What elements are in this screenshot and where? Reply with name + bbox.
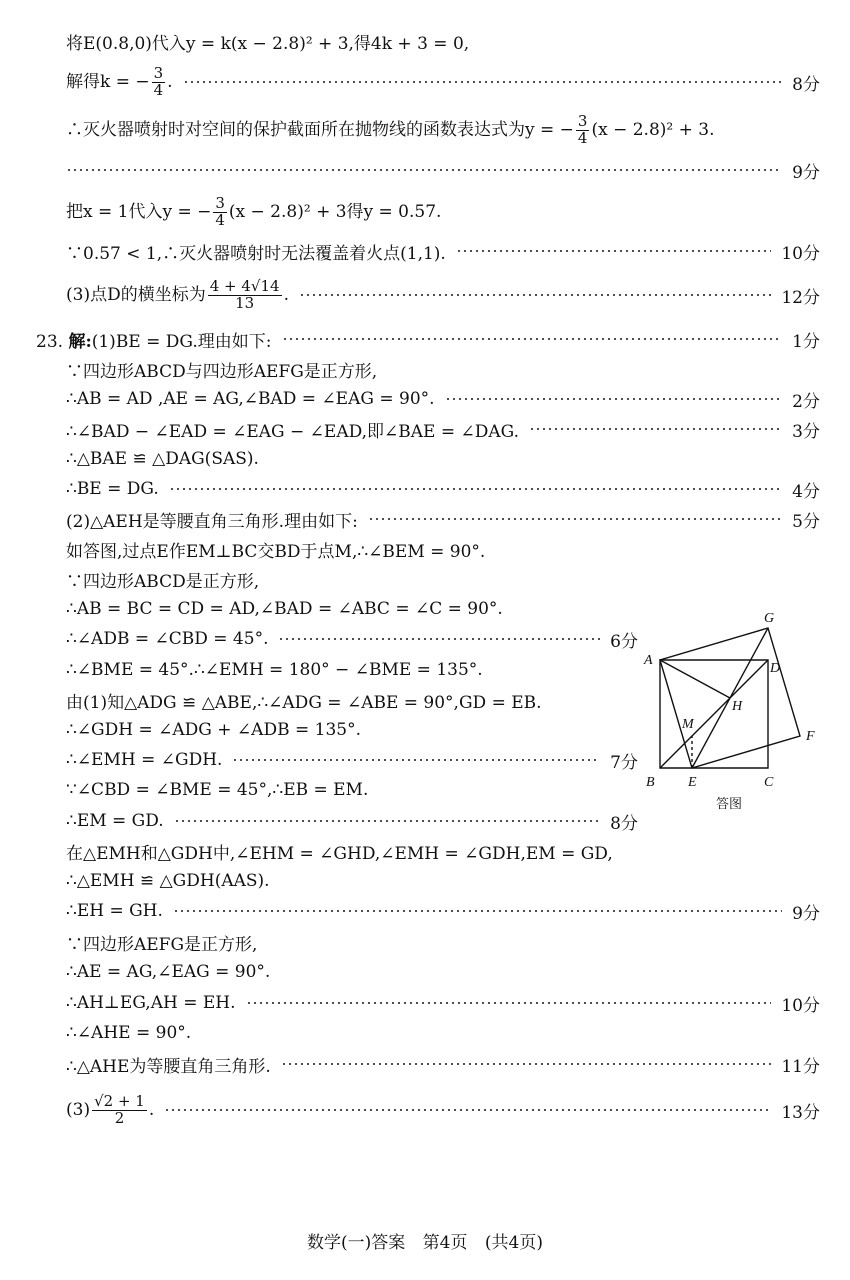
solution-line: ∴∠AHE = 90°. <box>66 1023 192 1043</box>
footer-total: (共4页) <box>484 1233 543 1253</box>
score-points: 12分 <box>781 287 820 308</box>
leader-dots <box>173 910 782 912</box>
solution-line: ∵四边形ABCD是正方形, <box>66 571 260 592</box>
solution-line <box>66 155 820 185</box>
page-footer <box>0 1228 850 1253</box>
score-points: 11分 <box>781 1056 820 1077</box>
solution-line: ∴EM = GD. 8分 <box>66 806 638 836</box>
solution-line: ∴灭火器喷射时对空间的保护截面所在抛物线的函数表达式为y = − $\frac{3}{4}$ (x − 2.8)² + 3. <box>66 111 715 147</box>
solution-line: ∴∠BAD − ∠EAD = ∠EAG − ∠EAD,即∠BAE = ∠DAG. 3分 <box>66 414 820 444</box>
solution-line: ∴EH = GH. 9分 <box>66 896 820 926</box>
label-h: H <box>732 699 743 714</box>
score-points: 6分 <box>610 631 638 652</box>
solution-line: ∴AE = AG,∠EAG = 90°. <box>66 962 271 982</box>
score-points: 3分 <box>792 421 820 442</box>
solution-line: ∴△BAE ≌ △DAG(SAS). <box>66 449 259 469</box>
leader-dots <box>456 250 772 252</box>
solution-line: ∴△AHE为等腰直角三角形. 11分 <box>66 1049 820 1079</box>
leader-dots <box>529 428 782 430</box>
score-points: 9分 <box>792 162 820 183</box>
solution-line: ∴△EMH ≌ △GDH(AAS). <box>66 871 270 891</box>
leader-dots <box>169 488 782 490</box>
solution-line: ∴AH⊥EG,AH = EH. 10分 <box>66 988 820 1018</box>
leader-dots <box>368 518 782 520</box>
score-points: 13分 <box>781 1102 820 1123</box>
solution-line: (2)△AEH是等腰直角三角形.理由如下: 5分 <box>66 504 820 534</box>
score-points: 7分 <box>610 752 638 773</box>
label-b: B <box>646 775 655 790</box>
fraction: $\frac{3}{4}$ <box>577 111 588 147</box>
leader-dots <box>299 294 771 296</box>
answer-figure <box>636 604 826 824</box>
fraction: $\frac{3}{4}$ <box>215 193 225 229</box>
solution-line: ∴AB = AD ,AE = AG,∠BAD = ∠EAG = 90°. 2分 <box>66 384 820 414</box>
solution-line: ∴BE = DG. 4分 <box>66 474 820 504</box>
solution-line: ∵0.57 < 1,∴灭火器喷射时无法覆盖着火点(1,1). 10分 <box>66 236 820 266</box>
solution-line: 解得k = − $\frac{3}{4}$ . 8分 <box>66 63 820 99</box>
segment-ah <box>660 660 730 698</box>
leader-dots <box>445 398 783 400</box>
leader-dots <box>278 638 600 640</box>
solution-line: 将E(0.8,0)代入y = k(x − 2.8)² + 3,得4k + 3 = 0, <box>66 33 470 54</box>
score-points: 8分 <box>792 74 820 95</box>
label-m: M <box>682 717 694 732</box>
leader-dots <box>281 1063 772 1065</box>
leader-dots <box>183 81 783 83</box>
fraction: $\frac{3}{4}$ <box>153 63 164 99</box>
leader-dots <box>232 759 600 761</box>
solution-line: ∴∠BME = 45°.∴∠EMH = 180° − ∠BME = 135°. <box>66 660 483 680</box>
leader-dots <box>164 1109 771 1111</box>
solution-line: ∴AB = BC = CD = AD,∠BAD = ∠ABC = ∠C = 90°. <box>66 599 503 619</box>
solution-line: 在△EMH和△GDH中,∠EHM = ∠GHD,∠EMH = ∠GDH,EM = GD, <box>66 843 613 864</box>
score-points: 8分 <box>610 813 638 834</box>
solution-line: 由(1)知△ADG ≌ △ABE,∴∠ADG = ∠ABE = 90°,GD = EB. <box>66 692 542 713</box>
label-c: C <box>764 775 774 790</box>
label-a: A <box>644 653 653 668</box>
solution-line: 把x = 1代入y = − $\frac{3}{4}$ (x − 2.8)² + 3得y = 0.57. <box>66 193 442 229</box>
leader-dots <box>174 820 600 822</box>
leader-dots <box>282 338 783 340</box>
label-e: E <box>688 775 697 790</box>
problem-23-header: 23. 解:(1)BE = DG.理由如下: 1分 <box>36 324 820 354</box>
solution-line: ∴∠EMH = ∠GDH. 7分 <box>66 745 638 775</box>
score-points: 2分 <box>792 391 820 412</box>
leader-dots <box>246 1002 772 1004</box>
footer-subject: 数学(一)答案 <box>307 1233 406 1253</box>
label-d: D <box>770 661 781 676</box>
score-points: 10分 <box>781 243 820 264</box>
figure-caption: 答图 <box>716 797 743 812</box>
solution-line: ∴∠ADB = ∠CBD = 45°. 6分 <box>66 624 638 654</box>
solution-line: ∵四边形AEFG是正方形, <box>66 934 258 955</box>
solution-line: 如答图,过点E作EM⊥BC交BD于点M,∴∠BEM = 90°. <box>66 541 486 562</box>
footer-page: 第4页 <box>422 1233 468 1253</box>
label-f: F <box>806 729 815 744</box>
score-points: 5分 <box>792 511 820 532</box>
solution-line: (3)点D的横坐标为 $\frac{4 + 4√14}{13}$ . 12分 <box>66 276 820 312</box>
leader-dots <box>66 169 782 171</box>
solution-line: ∵∠CBD = ∠BME = 45°,∴EB = EM. <box>66 780 369 800</box>
score-points: 9分 <box>792 903 820 924</box>
fraction: $\frac{√2 + 1}{2}$ <box>94 1091 145 1127</box>
fraction: $\frac{4 + 4√14}{13}$ <box>209 276 280 312</box>
score-points: 10分 <box>781 995 820 1016</box>
solution-line: ∴∠GDH = ∠ADG + ∠ADB = 135°. <box>66 720 361 740</box>
solution-line: ∵四边形ABCD与四边形AEFG是正方形, <box>66 361 378 382</box>
label-g: G <box>764 611 775 626</box>
score-points: 1分 <box>792 331 820 352</box>
solution-line: (3) $\frac{√2 + 1}{2}$ . 13分 <box>66 1091 820 1127</box>
score-points: 4分 <box>792 481 820 502</box>
